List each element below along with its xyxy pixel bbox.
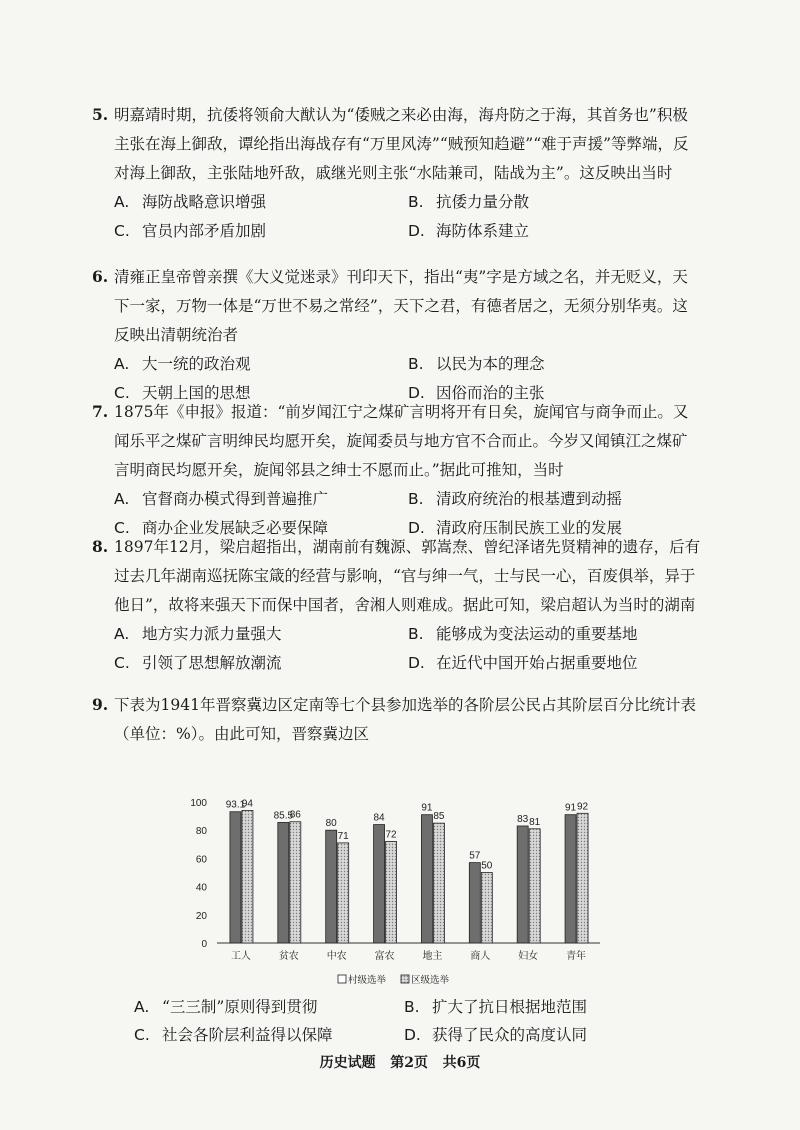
legend-label-district: 区级选举 [411, 975, 450, 986]
question-stem [92, 262, 702, 350]
option-letter: C. [114, 384, 130, 402]
bar-district [577, 813, 588, 943]
bar-village [278, 822, 289, 943]
option-a[interactable] [114, 350, 408, 379]
x-tick-label: 商人 [470, 951, 491, 962]
chart-svg [175, 780, 615, 995]
bar-village [517, 826, 528, 943]
bar-village [421, 815, 432, 943]
option-letter: B. [404, 998, 420, 1016]
data-label: 57 [469, 850, 481, 862]
bar-district [481, 873, 492, 944]
option-letter: C. [134, 1026, 150, 1044]
bar-village [469, 863, 480, 943]
option-d[interactable] [404, 1021, 674, 1049]
y-tick-label: 20 [195, 910, 207, 922]
question-text: 下表为1941年晋察冀边区定南等七个县参加选举的各阶层公民占其阶层百分比统计表（单位：%）。由此可知，晋察冀边区 [114, 696, 696, 743]
bar-district [386, 841, 397, 943]
x-tick-label: 妇女 [518, 951, 539, 962]
option-text: 抗倭力量分散 [436, 193, 530, 211]
data-label: 91 [421, 802, 433, 814]
option-d[interactable] [408, 217, 702, 246]
data-label: 71 [337, 830, 349, 842]
option-b[interactable] [404, 993, 674, 1021]
option-a[interactable] [114, 485, 408, 514]
footer-subject: 历史试题 [319, 1055, 376, 1071]
bar-district [290, 822, 301, 943]
option-text: 引领了思想解放潮流 [142, 654, 282, 672]
option-letter: C. [114, 222, 130, 240]
option-a[interactable] [134, 993, 404, 1021]
option-text: 商办企业发展缺乏必要保障 [142, 519, 329, 537]
option-letter: B. [408, 490, 424, 508]
bar-village [326, 830, 337, 943]
data-label: 80 [325, 818, 337, 830]
option-a[interactable] [114, 188, 408, 217]
option-text: 获得了民众的高度认同 [432, 1026, 588, 1044]
y-tick-label: 0 [201, 939, 207, 950]
option-b[interactable] [408, 188, 702, 217]
question-stem [92, 690, 702, 749]
question-number: 7. [92, 402, 109, 421]
option-letter: D. [408, 654, 425, 672]
bar-village [374, 825, 385, 943]
y-tick-label: 100 [190, 798, 207, 809]
option-text: 海防战略意识增强 [142, 193, 267, 211]
question-5 [92, 100, 702, 246]
option-text: 官员内部矛盾加剧 [142, 222, 267, 240]
data-label: 72 [385, 829, 397, 841]
footer-total: 共6页 [442, 1055, 481, 1071]
bar-district [433, 823, 444, 943]
option-text: 在近代中国开始占据重要地位 [436, 654, 638, 672]
data-label: 93.1 [225, 799, 246, 811]
data-label: 83 [517, 813, 529, 825]
option-b[interactable] [408, 620, 702, 649]
option-letter: D. [404, 1026, 421, 1044]
data-label: 85 [433, 811, 445, 823]
y-tick-label: 40 [195, 882, 207, 894]
question-6 [92, 262, 702, 408]
question-text: 明嘉靖时期，抗倭将领俞大猷认为“倭贼之来必由海，海舟防之于海，其首务也”积极主张在海上御敌，谭纶指出海战存有“万里风涛”“贼预知趋避”“难于声援”等弊端，反对海上御敌，主张陆地歼敌，戚继光则主张“水陆兼司，陆战为主”。这反映出当时 [114, 106, 689, 182]
question-text: 1897年12月，梁启超指出，湖南前有魏源、郭嵩焘、曾纪泽诸先贤精神的遗存，后有过去几年湖南巡抚陈宝箴的经营与影响，“官与绅一气，士与民一心，百废俱举，异于他日”，故将来强天下而保中国者，舍湘人则难成。据此可知，梁启超认为当时的湖南 [114, 538, 701, 614]
legend-swatch-village [338, 975, 346, 983]
option-letter: A. [114, 625, 130, 643]
x-tick-label: 中农 [326, 951, 347, 962]
option-letter: B. [408, 355, 424, 373]
y-tick-label: 80 [195, 826, 207, 838]
option-letter: C. [114, 519, 130, 537]
option-letter: A. [134, 998, 150, 1016]
option-letter: D. [408, 384, 425, 402]
question-stem [92, 532, 702, 620]
option-text: 地方实力派力量强大 [142, 625, 282, 643]
question-number: 8. [92, 537, 109, 556]
data-label: 91 [565, 802, 577, 814]
question-number: 9. [92, 695, 109, 714]
bar-chart [175, 780, 615, 995]
x-tick-label: 富农 [374, 951, 395, 962]
option-d[interactable] [408, 649, 702, 678]
option-b[interactable] [408, 485, 702, 514]
bar-district [529, 829, 540, 943]
x-tick-label: 工人 [230, 951, 251, 962]
option-text: 以民为本的理念 [436, 355, 545, 373]
bar-district [338, 843, 349, 943]
option-c[interactable] [114, 217, 408, 246]
x-tick-label: 青年 [566, 951, 587, 962]
x-tick-label: 贫农 [278, 951, 299, 962]
data-label: 92 [577, 801, 589, 813]
option-letter: C. [114, 654, 130, 672]
option-c[interactable] [134, 1021, 404, 1049]
option-text: 清政府压制民族工业的发展 [436, 519, 623, 537]
option-letter: B. [408, 625, 424, 643]
question-9-options [112, 993, 674, 1049]
option-letter: D. [408, 222, 425, 240]
option-a[interactable] [114, 620, 408, 649]
data-label: 84 [373, 812, 385, 824]
option-text: “三三制”原则得到贯彻 [162, 998, 318, 1016]
data-label: 85.5 [273, 810, 294, 822]
question-8 [92, 532, 702, 678]
question-stem [92, 100, 702, 188]
option-text: 海防体系建立 [436, 222, 530, 240]
data-label: 94 [241, 798, 253, 810]
question-number: 6. [92, 267, 109, 286]
bar-district [242, 810, 253, 943]
options [92, 188, 702, 246]
data-label: 86 [289, 809, 301, 821]
option-c[interactable] [114, 649, 408, 678]
question-text: 1875年《申报》报道：“前岁闻江宁之煤矿言明将开有日矣，旋闻官与商争而止。又闻乐平之煤矿言明绅民均愿开矣，旋闻委员与地方官不合而止。今岁又闻镇江之煤矿言明商民均愿开矣，旋闻邻县之绅士不愿而止。”据此可推知，当时 [114, 403, 689, 479]
x-tick-label: 地主 [422, 951, 443, 962]
option-b[interactable] [408, 350, 702, 379]
option-letter: B. [408, 193, 424, 211]
option-text: 能够成为变法运动的重要基地 [436, 625, 638, 643]
legend-swatch-district [401, 975, 409, 983]
option-text: 扩大了抗日根据地范围 [432, 998, 588, 1016]
question-stem [92, 397, 702, 485]
y-tick-label: 60 [195, 854, 207, 866]
question-9 [92, 690, 702, 749]
page-footer [0, 1052, 800, 1072]
legend-label-village: 村级选举 [348, 975, 387, 986]
options [92, 620, 702, 678]
question-7 [92, 397, 702, 543]
option-text: 官督商办模式得到普遍推广 [142, 490, 329, 508]
bar-village [230, 812, 241, 943]
option-letter: D. [408, 519, 425, 537]
option-text: 大一统的政治观 [142, 355, 251, 373]
data-label: 50 [481, 860, 493, 872]
footer-page: 第2页 [390, 1055, 428, 1071]
option-text: 因俗而治的主张 [436, 384, 545, 402]
option-text: 清政府统治的根基遭到动摇 [436, 490, 623, 508]
option-letter: A. [114, 355, 130, 373]
question-text: 清雍正皇帝曾亲撰《大义觉迷录》刊印天下，指出“夷”字是方域之名，并无贬义，天下一家，万物一体是“万世不易之常经”，天下之君，有德者居之，无须分别华夷。这反映出清朝统治者 [114, 268, 688, 344]
data-label: 81 [529, 816, 541, 828]
option-text: 社会各阶层利益得以保障 [162, 1026, 333, 1044]
option-letter: A. [114, 490, 130, 508]
bar-village [565, 815, 576, 943]
option-text: 天朝上国的思想 [142, 384, 251, 402]
option-letter: A. [114, 193, 130, 211]
question-number: 5. [92, 105, 109, 124]
